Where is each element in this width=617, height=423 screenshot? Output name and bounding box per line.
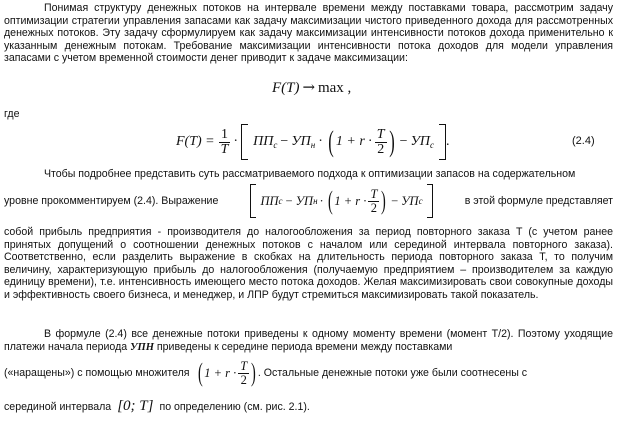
eq24-fraction-1-over-t	[219, 128, 231, 157]
paragraph-interval	[4, 398, 613, 415]
eq-max-lhs: F(T)	[272, 80, 300, 96]
eq24-up-n-text: УП	[291, 134, 311, 149]
formula-note-text-b: приведены к середине периода времени между поставками	[156, 340, 453, 353]
left-paren: (	[328, 125, 334, 158]
inline-up-n: УП	[295, 193, 314, 208]
formula-note-text-a: В формуле (2.4) все денежные потоки приведены к одному моменту времени (момент T/2). Поэтому уходящие платежи начала периода	[4, 328, 613, 353]
eq24-frac-num: 1	[221, 126, 228, 142]
inline-up-c: УП	[401, 193, 419, 208]
inline-right-paren: )	[381, 186, 387, 215]
formula-note-up-n: УПН	[130, 341, 154, 353]
equation-2-4: F(T) = $\frac{1}{T}$ · $ПП_c$ − $УП_н$ · ( 1 + r · $\frac{T}{2}$ ) − $УП_с$ . (2.4)	[176, 125, 595, 158]
interval-text-a: серединой интервала	[4, 400, 112, 413]
eq24-pp-text: ПП	[253, 134, 274, 149]
paragraph-intro: Понимая структуру денежных потоков на интервале времени между поставками товара, рассмотрим задачу оптимизации стратегии управления запасами как задачу максимизации чистого приведенного дохода для рассмотренных денежных потоков. Эту задачу сформулируем как задачу максимизации интенсивности потоков дохода применительно к указанным денежным потокам. Требование максимизации интенсивности потока доходов для модели управления запасами с учетом временной стоимости денег приводит к задаче максимизации:	[4, 2, 613, 65]
paragraph-profit: собой прибыль предприятия - производителя до налогообложения за период повторного заказа T (с учетом ранее принятых допущений о соотношении денежных потоков с началом или серединой интервала повторного заказа). Соответственно, если разделить выражение в скобках на длительность периода повторного заказа T, то получим величину, характеризующую прибыль до налогообложения (получаемую предприятием – производителем за каждую единицу времени), т.е. интенсивность имеющего место потока доходов. Желая максимизировать свои совокупные доходы и эффективность своего бизнеса, и менеджер, и ЛПР будут стремиться максимизировать такой показатель.	[4, 226, 613, 301]
inline-fraction	[368, 188, 379, 214]
paragraph-multiplier	[4, 356, 613, 390]
inline-pp-sub: c	[278, 196, 283, 206]
interval-expression: [0; T]	[117, 398, 154, 414]
multiplier-text-b: . Остальные денежные потоки уже были соотнесены с	[257, 367, 528, 379]
eq24-minus-1: −	[280, 134, 289, 149]
paragraph-comment-line2	[4, 180, 613, 222]
inline-left-paren: (	[327, 186, 333, 215]
inline-expression-box: ПП c − УП н · ( 1 + r · $\frac{T}{2}$ ) − УП с	[250, 184, 432, 218]
inline-left-bracket	[250, 184, 256, 218]
multiplier-right-paren: )	[251, 358, 256, 387]
comment-text-before: уровне прокомментируем (2.4). Выражение	[4, 195, 219, 207]
equation-max	[272, 78, 351, 97]
left-square-bracket	[241, 124, 248, 160]
multiplier-text-a: («наращены») с помощью множителя	[4, 367, 190, 379]
paragraph-formula-note	[4, 328, 613, 354]
multiplier-one-plus-r: 1 + r ·	[204, 365, 237, 380]
eq24-up-n-sub: н	[310, 140, 316, 150]
where-label: где	[4, 108, 20, 120]
inline-one-plus-r: 1 + r ·	[334, 193, 367, 208]
inline-up-c-sub: с	[418, 196, 423, 206]
eq24-up-c	[411, 134, 435, 150]
right-paren: )	[388, 125, 395, 158]
eq-max-rhs: max ,	[317, 80, 352, 96]
eq24-pp-sub: c	[273, 140, 278, 150]
eq24-pp	[253, 134, 277, 150]
inline-minus-1: −	[285, 193, 293, 208]
multiplier-expression	[196, 358, 258, 388]
eq24-frac-den: T	[220, 141, 229, 157]
inline-right-bracket	[427, 184, 433, 218]
eq24-up-n	[291, 134, 315, 150]
eq-max-arrow: →	[302, 78, 316, 96]
eq24-t-num: T	[376, 126, 385, 142]
inline-pp: ПП	[260, 193, 279, 208]
inline-t-den: 2	[370, 200, 378, 215]
paragraph-comment-line1: Чтобы подробнее представить суть рассматриваемого подхода к оптимизации запасов на содержательном	[44, 168, 576, 180]
multiplier-t-num: T	[240, 359, 248, 373]
eq24-up-c-text: УП	[410, 134, 431, 149]
eq24-period: .	[446, 134, 450, 149]
comment-text-after: в этой формуле представляет	[464, 195, 613, 207]
inline-t-num: T	[370, 187, 378, 201]
eq24-t-den: 2	[377, 141, 385, 157]
right-square-bracket	[439, 124, 446, 160]
eq24-up-c-sub: с	[430, 140, 435, 150]
multiplier-fraction	[238, 360, 249, 386]
eq24-minus-2: −	[399, 134, 408, 149]
multiplier-left-paren: (	[197, 358, 203, 387]
inline-minus-2: −	[391, 193, 399, 208]
multiplier-t-den: 2	[240, 372, 247, 387]
equation-number: (2.4)	[572, 135, 595, 147]
interval-text-b: по определению (см. рис. 2.1).	[159, 400, 310, 413]
eq24-fraction-t-over-2	[375, 128, 387, 157]
inline-up-n-sub: н	[313, 196, 318, 206]
eq24-one-plus-r: 1 + r ·	[335, 134, 372, 149]
eq24-lhs: F(T) =	[176, 134, 215, 149]
